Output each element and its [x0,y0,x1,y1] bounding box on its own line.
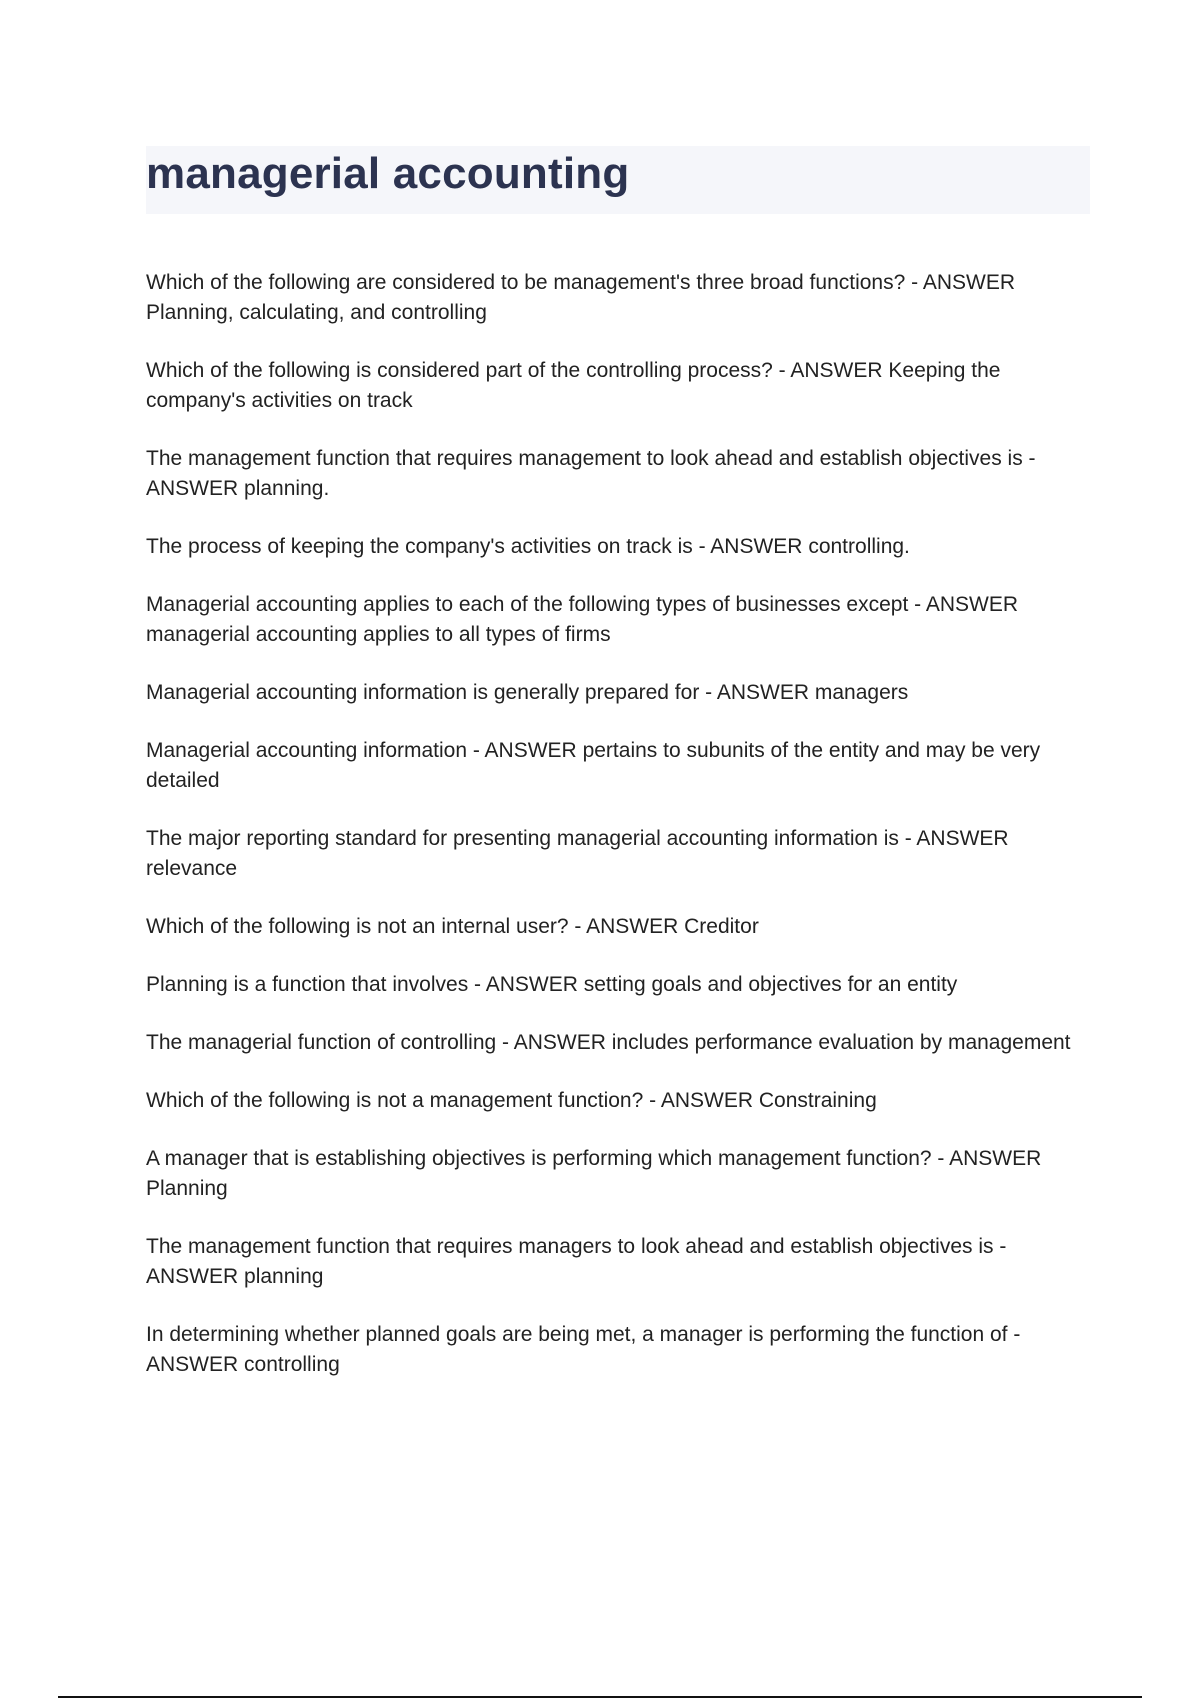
page-title: managerial accounting [146,149,630,198]
answer-text: Keeping the company's activities on track [146,359,1007,412]
qa-item [146,1144,1090,1204]
answer-text: controlling [244,1353,340,1376]
question-text: In determining whether planned goals are being met, a manager is performing the function of - [146,1323,1021,1346]
qa-item [146,912,1090,942]
qa-item [146,970,1090,1000]
qa-item [146,590,1090,650]
answer-label: ANSWER [925,593,1019,616]
question-text: The managerial function of controlling - [146,1031,510,1054]
answer-label: ANSWER [513,1031,606,1054]
qa-item [146,824,1090,884]
question-text: The management function that requires management to look ahead and establish objectives is - [146,447,1036,470]
answer-text: includes performance evaluation by management [611,1031,1071,1054]
answer-label: ANSWER [146,1265,239,1288]
answer-text: managers [814,681,909,704]
question-text: Managerial accounting applies to each of the following types of businesses except - [146,593,922,616]
answer-label: ANSWER [949,1147,1042,1170]
qa-item [146,532,1090,562]
answer-label: ANSWER [586,915,679,938]
answer-text: controlling. [808,535,910,558]
footer-divider [58,1696,1142,1698]
qa-item [146,268,1090,328]
question-text: Which of the following is not an internal user? - [146,915,582,938]
question-text: Planning is a function that involves - [146,973,482,996]
qa-item [146,1320,1090,1380]
question-text: Managerial accounting information - [146,739,480,762]
question-text: A manager that is establishing objectives is performing which management function? - [146,1147,945,1170]
question-text: Which of the following is not a management function? - [146,1089,657,1112]
qa-item [146,1232,1090,1292]
answer-text: planning [244,1265,324,1288]
answer-text: managerial accounting applies to all types of firms [146,623,611,646]
answer-label: ANSWER [710,535,803,558]
answer-label: ANSWER [485,973,578,996]
answer-label: ANSWER [916,827,1009,850]
answer-text: Constraining [758,1089,877,1112]
answer-text: Planning [146,1177,228,1200]
answer-text: pertains to subunits of the entity and may be very detailed [146,739,1047,792]
question-text: Which of the following are considered to be management's three broad functions? - [146,271,919,294]
answer-text: setting goals and objectives for an entity [583,973,958,996]
question-text: Managerial accounting information is generally prepared for - [146,681,713,704]
qa-item [146,356,1090,416]
answer-label: ANSWER [660,1089,753,1112]
qa-item [146,1028,1090,1058]
answer-text: Planning, calculating, and controlling [146,301,487,324]
answer-label: ANSWER [922,271,1015,294]
title-bar [146,146,1090,214]
answer-text: planning. [244,477,330,500]
question-text: The major reporting standard for presenting managerial accounting information is - [146,827,912,850]
qa-item [146,444,1090,504]
answer-label: ANSWER [790,359,883,382]
question-text: Which of the following is considered part of the controlling process? - [146,359,786,382]
answer-label: ANSWER [484,739,577,762]
question-text: The process of keeping the company's activities on track is - [146,535,706,558]
qa-item [146,1086,1090,1116]
answer-text: relevance [146,857,238,880]
answer-text: Creditor [684,915,759,938]
answer-label: ANSWER [716,681,810,704]
question-text: The management function that requires managers to look ahead and establish objectives is - [146,1235,1007,1258]
qa-item [146,736,1090,796]
answer-label: ANSWER [146,477,239,500]
qa-list [146,268,1090,1408]
qa-item [146,678,1090,708]
answer-label: ANSWER [146,1353,239,1376]
